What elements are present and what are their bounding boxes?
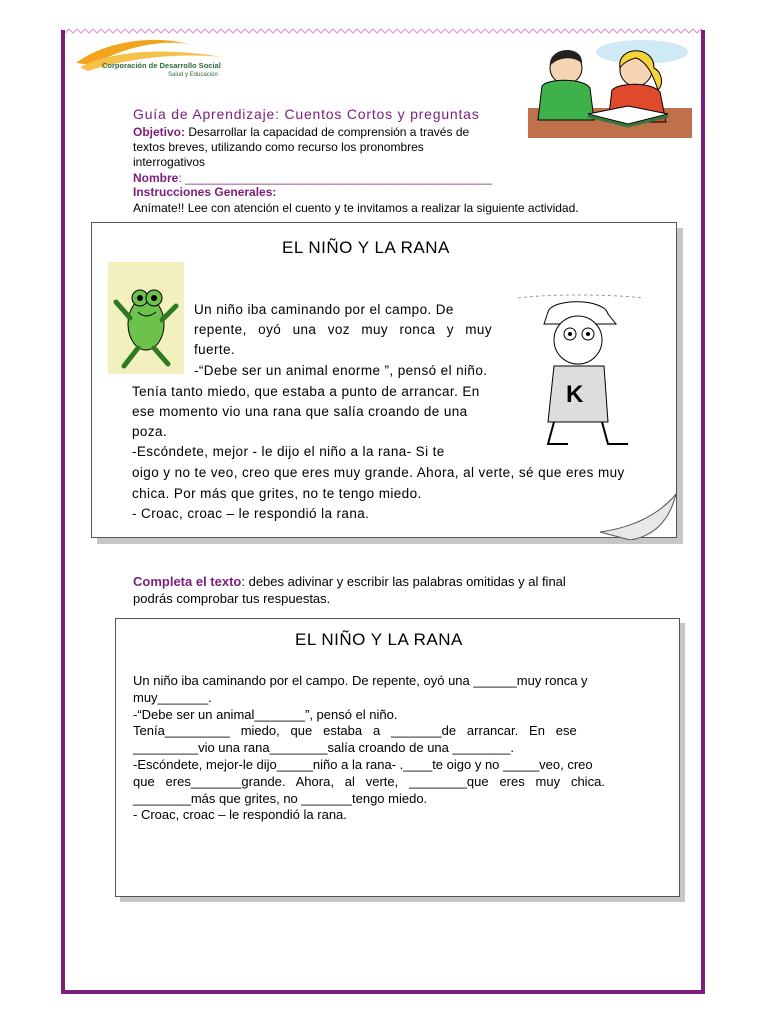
story-line: - Croac, croac – le respondió la rana. [132, 506, 370, 521]
logo-subtitle: Salud y Educación [168, 72, 218, 78]
reading-kids-illustration [528, 38, 692, 138]
guide-title: Guía de Aprendizaje: Cuentos Cortos y preguntas [133, 106, 480, 122]
story-line: chica. Por más que grites, no te tengo miedo. [132, 486, 422, 501]
name-label: Nombre [133, 171, 179, 185]
frog-illustration [108, 262, 184, 374]
exercise-line[interactable]: Un niño iba caminando por el campo. De repente, oyó una ______muy ronca y [133, 673, 588, 688]
story-title: EL NIÑO Y LA RANA [282, 238, 450, 257]
exercise-line[interactable]: muy_______. [133, 690, 212, 705]
exercise-line[interactable]: -Escóndete, mejor-le dijo_____niño a la rana- .____te oigo y no _____veo, creo [133, 757, 593, 772]
story-line: repente, oyó una voz muy ronca y muy [194, 322, 492, 337]
objective-text: Desarrollar la capacidad de comprensión a través de [185, 125, 470, 139]
exercise-line: - Croac, croac – le respondió la rana. [133, 807, 347, 822]
instructions-text: Anímate!! Lee con atención el cuento y te invitamos a realizar la siguiente actividad. [133, 201, 579, 215]
activity-text-2: podrás comprobar tus respuestas. [133, 591, 331, 606]
name-line: : ______________________________________________ [178, 171, 493, 185]
story-line: fuerte. [194, 342, 236, 357]
story-line: ese momento vio una rana que salía croando de una [132, 404, 468, 419]
exercise-line[interactable]: que eres_______grande. Ahora, al verte, ________que eres muy chica. [133, 774, 605, 789]
svg-text:K: K [566, 381, 584, 408]
activity-text: : debes adivinar y escribir las palabras omitidas y al final [241, 574, 566, 589]
story-line: Un niño iba caminando por el campo. De [194, 302, 454, 317]
thinking-boy-illustration [508, 294, 650, 450]
exercise-line[interactable]: -“Debe ser un animal_______”, pensó el niño. [133, 707, 398, 722]
story-line: poza. [132, 424, 168, 439]
story-line: -“Debe ser un animal enorme ”, pensó el niño. [194, 363, 488, 378]
activity-instructions [133, 573, 635, 607]
exercise-line[interactable]: ________más que grites, no _______tengo miedo. [133, 791, 428, 806]
objective-line-2: textos breves, utilizando como recurso los pronombres [133, 140, 424, 154]
exercise-title: EL NIÑO Y LA RANA [295, 630, 463, 649]
page-curl-icon [600, 492, 678, 540]
exercise-line[interactable]: _________vio una rana________salía croando de una ________. [133, 740, 514, 755]
activity-label: Completa el texto [133, 574, 242, 589]
logo-title: Corporación de Desarrollo Social [102, 61, 221, 70]
story-line: oigo y no te veo, creo que eres muy grande. Ahora, al verte, sé que eres muy [132, 465, 625, 480]
instructions-label: Instrucciones Generales: [133, 185, 277, 199]
objective-line-3: interrogativos [133, 155, 206, 169]
objective-line-1 [133, 125, 469, 139]
exercise-line[interactable]: Tenía_________ miedo, que estaba a _______de arrancar. En ese [133, 723, 577, 738]
story-line: Tenía tanto miedo, que estaba a punto de arrancar. En [132, 384, 480, 399]
story-line: -Escóndete, mejor - le dijo el niño a la rana- Si te [132, 444, 445, 459]
objective-label: Objetivo: [133, 125, 186, 139]
name-field[interactable] [133, 171, 492, 185]
